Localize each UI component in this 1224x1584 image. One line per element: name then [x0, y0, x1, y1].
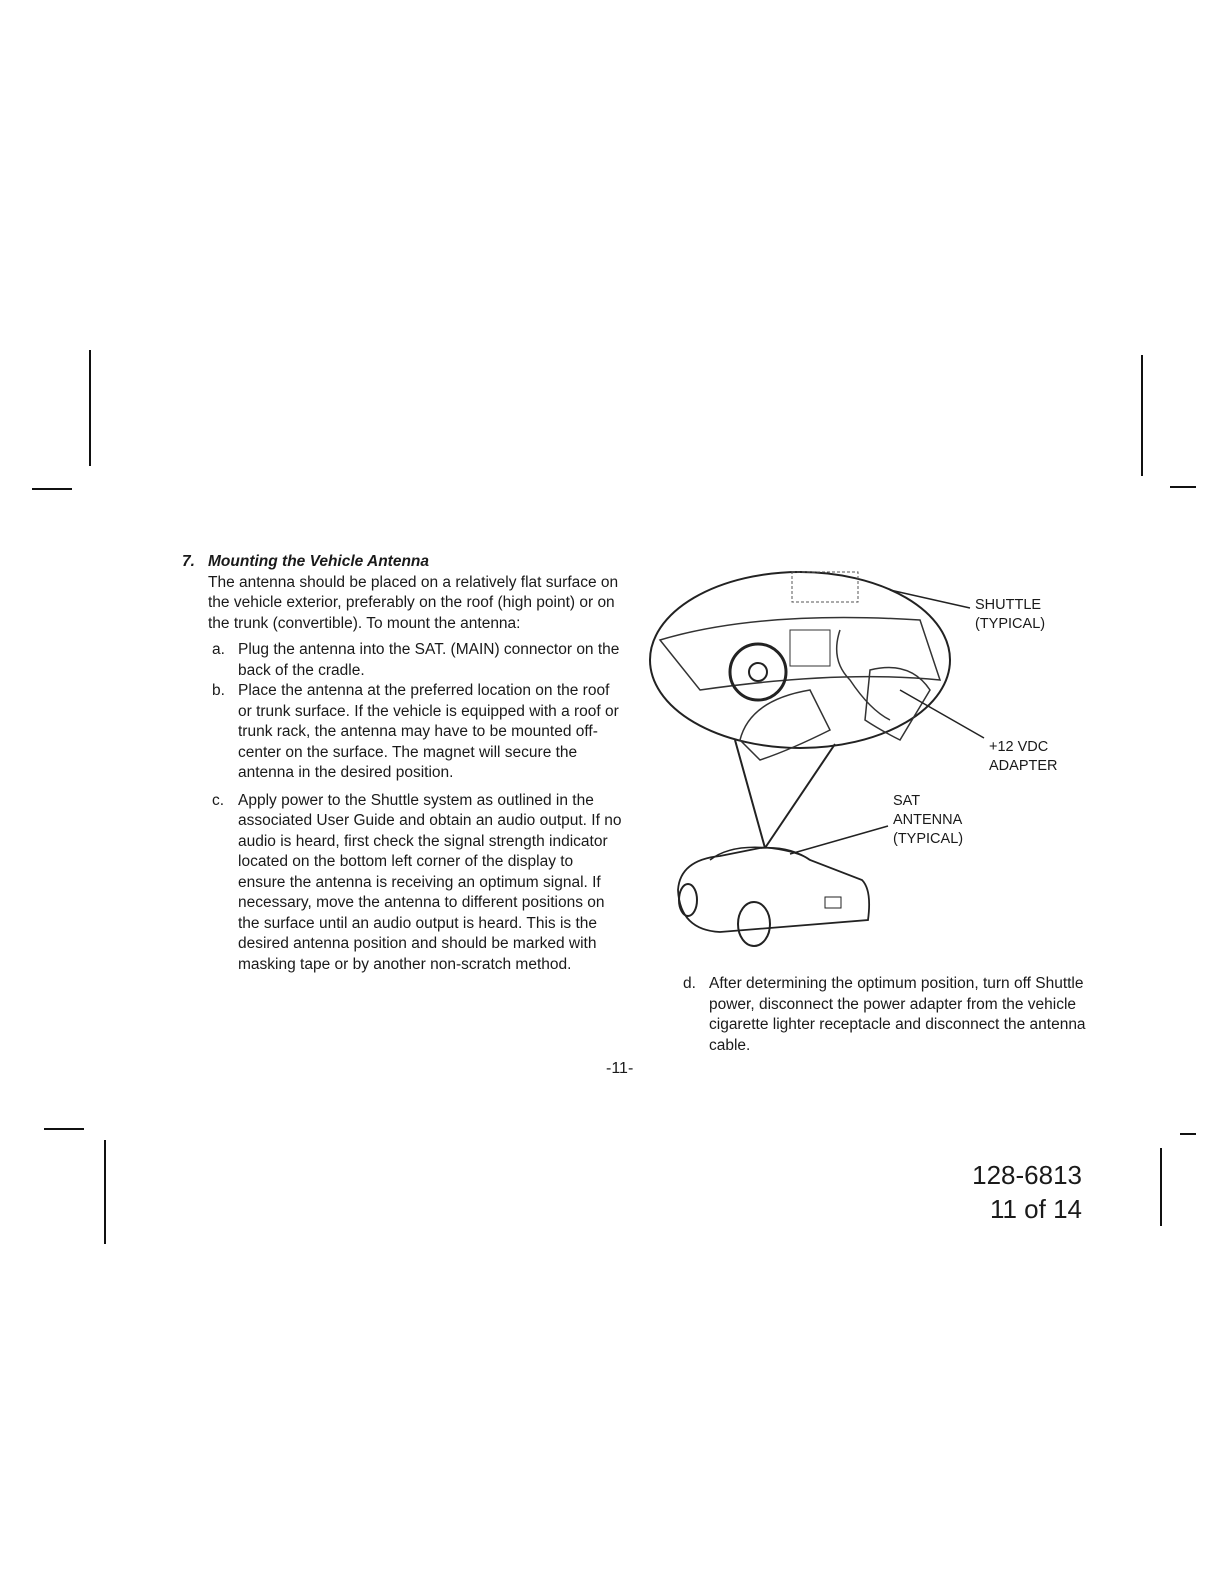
seat-right — [865, 668, 930, 741]
steering-wheel — [730, 644, 786, 700]
section-heading — [182, 552, 622, 573]
crop-mark-right-tick — [1170, 486, 1196, 488]
section-mounting-antenna — [182, 552, 622, 975]
document-footer — [972, 1158, 1082, 1226]
magnifier-pointer-left — [735, 740, 765, 848]
step-label: b. — [212, 682, 225, 699]
callout-adapter-line1: +12 VDC — [989, 739, 1049, 755]
car-roof — [710, 847, 810, 860]
section-number: 7. — [182, 553, 195, 570]
crop-mark-left-top — [89, 350, 91, 466]
leader-adapter — [900, 690, 984, 738]
callout-shuttle-line1: SHUTTLE — [975, 597, 1042, 613]
step-d — [683, 974, 1093, 1056]
interior-magnifier — [650, 572, 950, 748]
callout-shuttle — [975, 596, 1045, 634]
crop-mark-left-bottom — [104, 1140, 106, 1244]
step-b — [208, 681, 622, 784]
section-title: Mounting the Vehicle Antenna — [208, 553, 430, 570]
step-text: Apply power to the Shuttle system as outlined in the associated User Guide and obtain an audio output. If no audio is heard, first check the signal strength indicator located on the bottom left corner of the display to ensure the antenna is receiving an optimum signal. If necessary, move the antenna to different positions on the surface until an audio output is heard. This is the desired antenna position and should be marked with masking tape or by another non-scratch method. — [238, 791, 622, 973]
dashboard-outline — [660, 618, 940, 691]
page-number: -11- — [606, 1060, 634, 1077]
callout-antenna-line1: SAT — [893, 793, 921, 809]
car-wheel-rear — [738, 902, 770, 946]
step-label: d. — [683, 975, 696, 992]
step-text: Place the antenna at the preferred location on the roof or trunk surface. If the vehicle is equipped with a roof or trunk rack, the antenna may have to be mounted off-center on the surface. The magnet will secure the antenna in the desired position. — [238, 682, 619, 781]
car-plate — [825, 897, 841, 908]
callout-shuttle-line2: (TYPICAL) — [975, 616, 1046, 632]
car-body — [678, 848, 869, 932]
document-number: 128-6813 — [972, 1160, 1082, 1190]
callout-adapter — [989, 738, 1058, 776]
callout-antenna-line3: (TYPICAL) — [893, 831, 964, 847]
center-console — [790, 630, 830, 666]
vehicle-antenna-illustration — [640, 560, 1000, 960]
leader-antenna — [790, 826, 888, 854]
step-label: c. — [212, 791, 225, 809]
crop-mark-right-top — [1141, 355, 1143, 476]
magnifier-pointer-right — [765, 744, 835, 848]
step-text: Plug the antenna into the SAT. (MAIN) connector on the back of the cradle. — [238, 641, 620, 679]
car-wheel-front — [679, 884, 697, 916]
step-label: a. — [212, 641, 225, 658]
leader-shuttle — [890, 590, 970, 608]
callout-antenna — [893, 792, 963, 849]
step-c — [208, 791, 622, 976]
step-a — [208, 640, 622, 681]
callout-antenna-line2: ANTENNA — [893, 812, 963, 828]
crop-mark-left-tick — [32, 488, 72, 490]
page-of: 11 of 14 — [989, 1194, 1082, 1224]
steering-hub — [749, 663, 767, 681]
step-list — [182, 640, 622, 975]
crop-mark-right-bottom-tick — [1180, 1133, 1196, 1135]
step-text: After determining the optimum position, turn off Shuttle power, disconnect the power adapter from the vehicle cigarette lighter receptacle and disconnect the antenna cable. — [709, 975, 1086, 1054]
callout-adapter-line2: ADAPTER — [989, 758, 1058, 774]
crop-mark-right-bottom — [1160, 1148, 1162, 1226]
section-intro: The antenna should be placed on a relatively flat surface on the vehicle exterior, preferably on the roof (high point) or on the trunk (convertible). To mount the antenna: — [208, 573, 619, 632]
adapter-cable — [837, 630, 890, 720]
crop-mark-left-bottom-tick — [44, 1128, 84, 1130]
